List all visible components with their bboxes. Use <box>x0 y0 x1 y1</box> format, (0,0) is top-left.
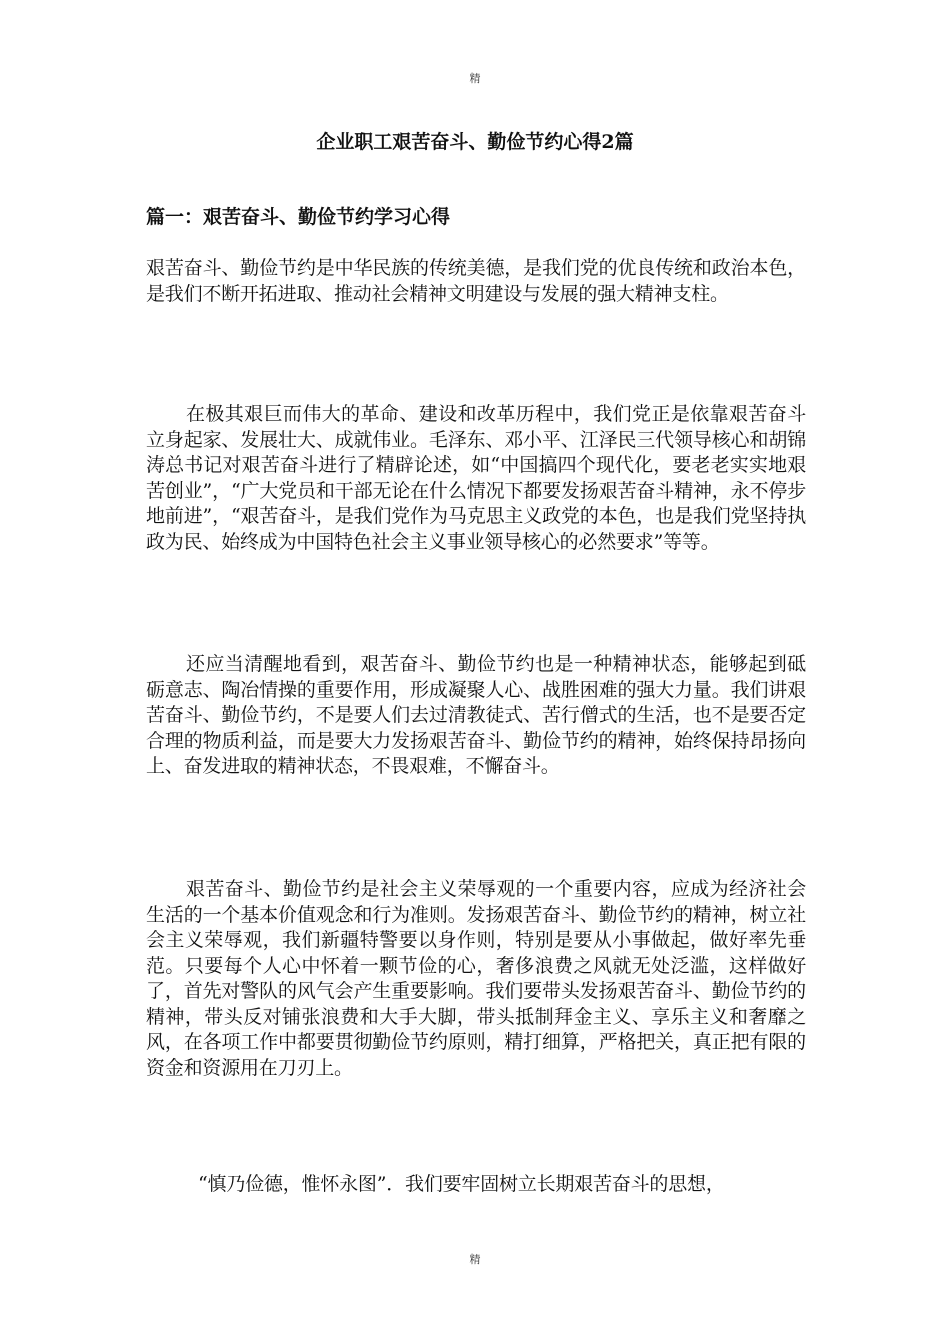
document-title: 企业职工艰苦奋斗、勤俭节约心得2篇 <box>316 131 634 153</box>
header-mark: 精 <box>469 72 481 85</box>
paragraph-4: 艰苦奋斗、勤俭节约是社会主义荣辱观的一个重要内容，应成为经济社会生活的一个基本价值观念和行为准则。发扬艰苦奋斗、勤俭节约的精神，树立社会主义荣辱观，我们新疆特警要以身作则，特别是要从小事做起，做好率先垂范。只要每个人心中怀着一颗节俭的心，奢侈浪费之风就无处泛滥，这样做好了，首先对警队的风气会产生重要影响。我们要带头发扬艰苦奋斗、勤俭节约的精神，带头反对铺张浪费和大手大脚，带头抵制拜金主义、享乐主义和奢靡之风，在各项工作中都要贯彻勤俭节约原则，精打细算，严格把关，真正把有限的资金和资源用在刀刃上。 <box>146 878 806 1079</box>
paragraph-1: 艰苦奋斗、勤俭节约是中华民族的传统美德，是我们党的优良传统和政治本色，是我们不断开拓进取、推动社会精神文明建设与发展的强大精神支柱。 <box>146 257 806 305</box>
paragraph-2: 在极其艰巨而伟大的革命、建设和改革历程中，我们党正是依靠艰苦奋斗立身起家、发展壮大、成就伟业。毛泽东、邓小平、江泽民三代领导核心和胡锦涛总书记对艰苦奋斗进行了精辟论述，如“中国搞四个现代化，要老老实实地艰苦创业”，“广大党员和干部无论在什么情况下都要发扬艰苦奋斗精神，永不停步地前进”，“艰苦奋斗，是我们党作为马克思主义政党的本色，也是我们党坚持执政为民、始终成为中国特色社会主义事业领导核心的必然要求”等等。 <box>146 403 806 553</box>
footer-mark: 精 <box>469 1253 481 1266</box>
section-heading: 篇一：艰苦奋斗、勤俭节约学习心得 <box>146 206 451 228</box>
paragraph-3: 还应当清醒地看到，艰苦奋斗、勤俭节约也是一种精神状态，能够起到砥砺意志、陶冶情操的重要作用，形成凝聚人心、战胜困难的强大力量。我们讲艰苦奋斗、勤俭节约，不是要人们去过清教徒式、苦行僧式的生活，也不是要否定合理的物质利益，而是要大力发扬艰苦奋斗、勤俭节约的精神，始终保持昂扬向上、奋发进取的精神状态，不畏艰难，不懈奋斗。 <box>146 653 806 777</box>
paragraph-5: “慎乃俭德，惟怀永图”．我们要牢固树立长期艰苦奋斗的思想， <box>198 1173 725 1195</box>
